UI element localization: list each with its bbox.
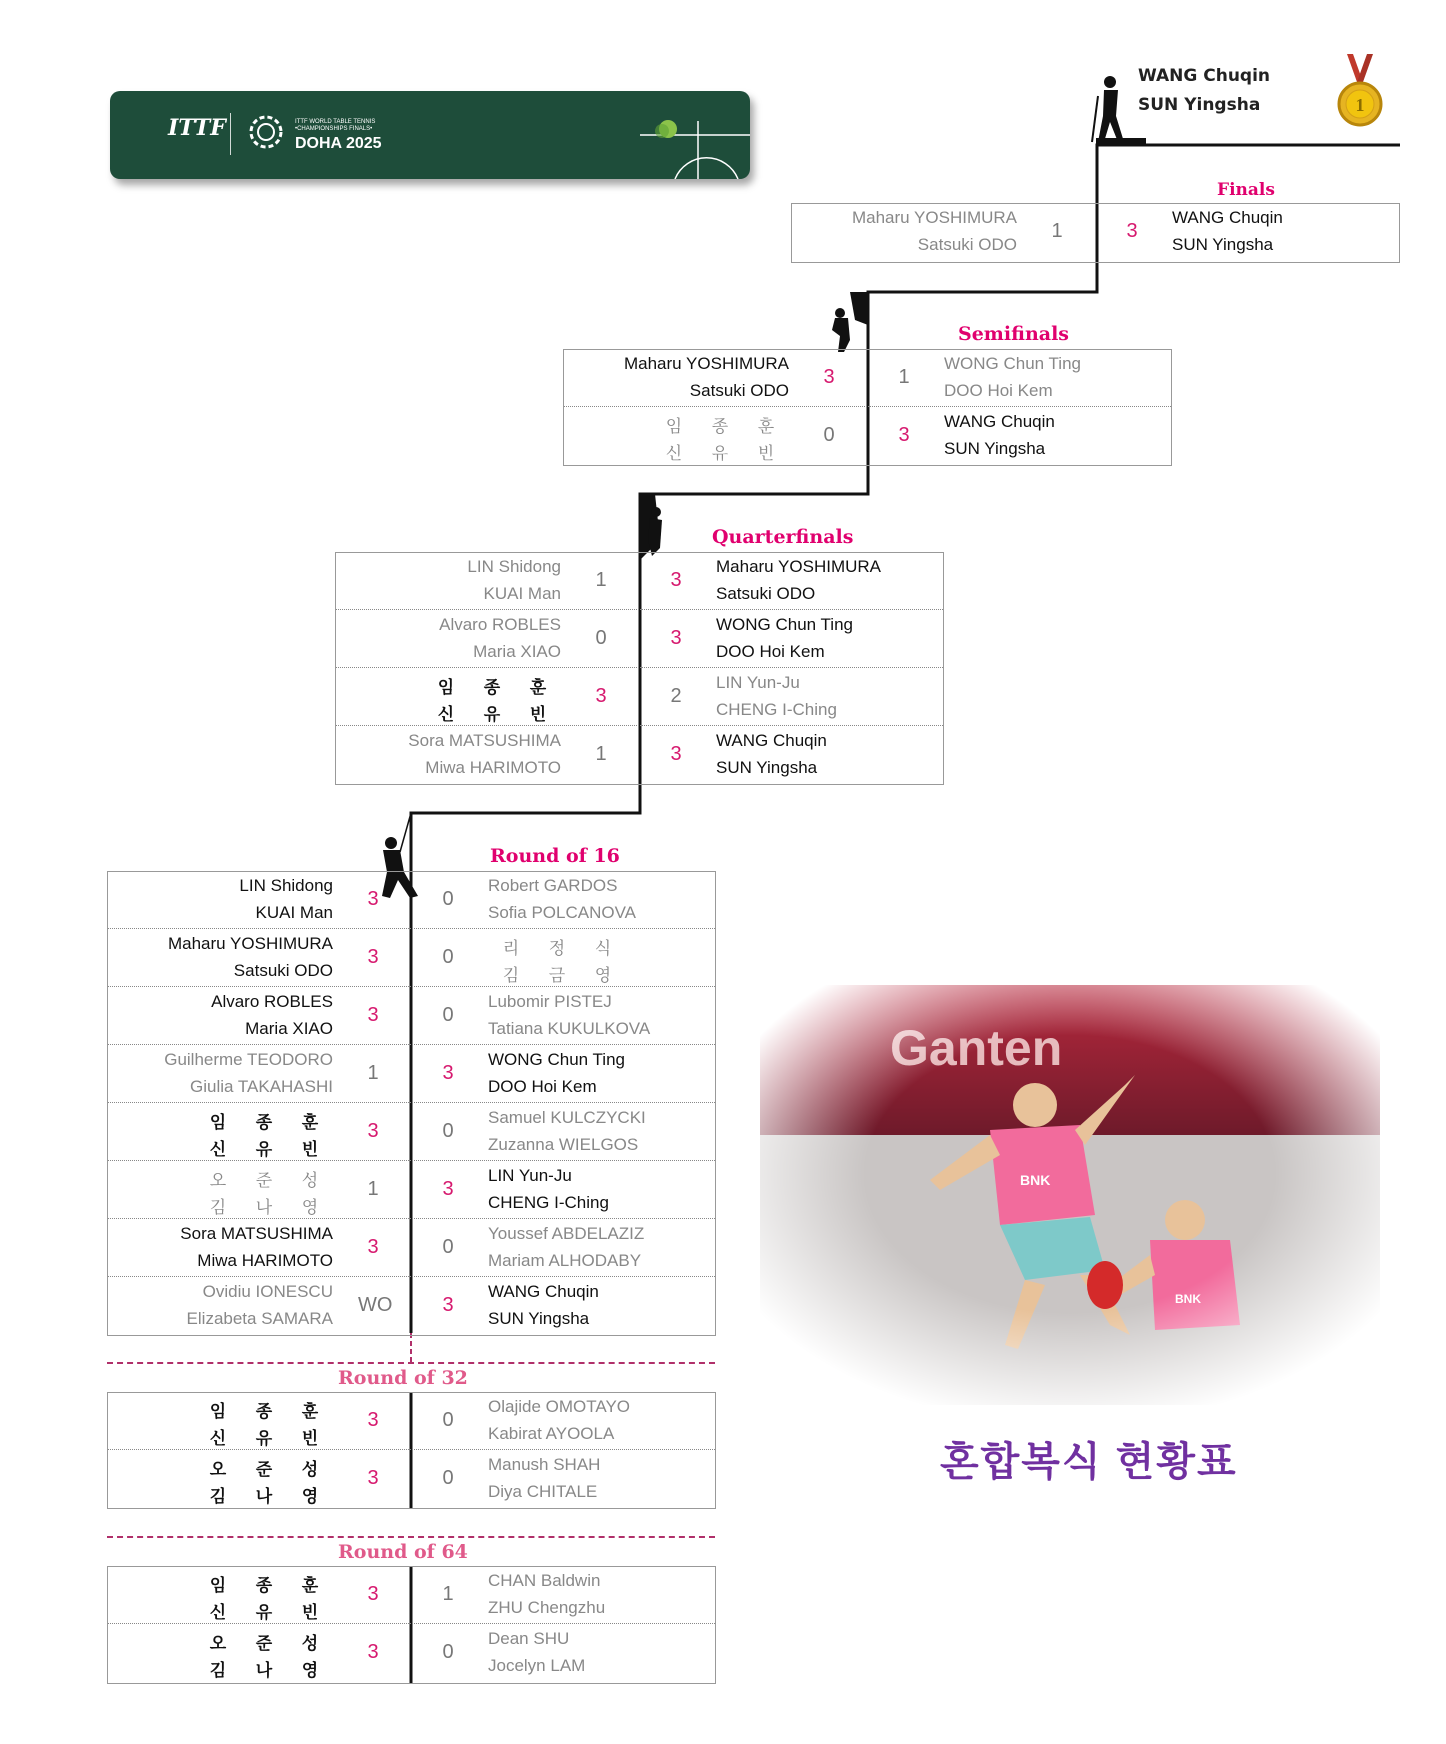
left-player-1: 임 종 훈 (209, 1113, 319, 1132)
match-row (108, 1567, 715, 1624)
right-player-2: Zuzanna WIELGOS (488, 1135, 639, 1154)
right-score: 0 (442, 946, 454, 968)
right-player-2: DOO Hoi Kem (488, 1077, 597, 1096)
right-score: 0 (442, 1120, 454, 1142)
left-player-2: 신 유 빈 (209, 1140, 319, 1159)
left-score: 3 (367, 1467, 379, 1489)
left-player-1: Sora MATSUSHIMA (180, 1224, 333, 1243)
right-player-1: WANG Chuqin (488, 1282, 599, 1301)
left-player-1: Ovidiu IONESCU (202, 1282, 333, 1301)
left-score: 3 (595, 685, 607, 707)
event-city: DOHA 2025 (295, 135, 382, 152)
left-player-1: 임 종 훈 (665, 417, 775, 436)
match-row (108, 1220, 715, 1277)
right-player-1: LIN Yun-Ju (716, 673, 800, 692)
r32-table (107, 1392, 716, 1509)
left-score: 3 (367, 1004, 379, 1026)
left-player-2: Maria XIAO (473, 642, 561, 661)
left-player-1: Alvaro ROBLES (211, 992, 333, 1011)
right-score: 3 (670, 627, 682, 649)
match-row (336, 727, 943, 784)
match-row (108, 988, 715, 1045)
match-row (336, 611, 943, 668)
right-player-2: Mariam ALHODABY (488, 1251, 642, 1270)
left-player-1: 임 종 훈 (209, 1402, 319, 1421)
right-player-1: Olajide OMOTAYO (488, 1397, 631, 1416)
left-score: 1 (595, 569, 607, 591)
semifinals-title: Semifinals (958, 323, 1069, 345)
left-player-2: 김 나 영 (209, 1198, 319, 1217)
ittf-logo: ITTF (168, 115, 226, 141)
left-score: 1 (367, 1178, 379, 1200)
right-score: 0 (442, 1409, 454, 1431)
match-row (108, 1393, 715, 1450)
right-player-2: Diya CHITALE (488, 1482, 598, 1501)
match-row (108, 1104, 715, 1161)
right-score: 1 (442, 1583, 454, 1605)
right-score: 1 (898, 366, 910, 388)
left-score: 3 (367, 1583, 379, 1605)
right-player-1: Manush SHAH (488, 1455, 601, 1474)
left-player-2: Miwa HARIMOTO (425, 758, 561, 777)
left-score: 3 (367, 946, 379, 968)
right-player-1: WANG Chuqin (716, 731, 827, 750)
right-score: 0 (442, 1236, 454, 1258)
right-player-1: WANG Chuqin (944, 412, 1055, 431)
right-player-1: CHAN Baldwin (488, 1571, 601, 1590)
finals-table (791, 203, 1400, 263)
left-player-2: 김 나 영 (209, 1487, 319, 1506)
match-row (336, 553, 943, 610)
left-score: WO (358, 1294, 393, 1316)
left-score: 1 (1051, 220, 1063, 242)
r16-title: Round of 16 (490, 845, 620, 867)
left-player-1: 오 준 성 (209, 1460, 319, 1479)
left-player-2: KUAI Man (255, 903, 333, 922)
right-player-2: SUN Yingsha (944, 439, 1046, 458)
right-player-2: CHENG I-Ching (716, 700, 837, 719)
right-score: 0 (442, 1467, 454, 1489)
left-score: 1 (367, 1062, 379, 1084)
left-player-2: 신 유 빈 (665, 444, 775, 463)
right-score: 3 (442, 1178, 454, 1200)
right-player-2: SUN Yingsha (488, 1309, 590, 1328)
match-row (564, 350, 1171, 407)
match-row (108, 1451, 715, 1508)
left-player-2: Satsuki ODO (233, 961, 333, 980)
left-score: 3 (367, 888, 379, 910)
left-player-2: KUAI Man (483, 584, 561, 603)
match-row (564, 408, 1171, 465)
left-player-2: Satsuki ODO (689, 381, 789, 400)
left-player-2: Elizabeta SAMARA (186, 1309, 333, 1328)
right-player-2: Satsuki ODO (716, 584, 816, 603)
left-player-2: Giulia TAKAHASHI (190, 1077, 333, 1096)
left-score: 0 (823, 424, 835, 446)
left-player-1: Guilherme TEODORO (164, 1050, 333, 1069)
left-player-2: 신 유 빈 (209, 1429, 319, 1448)
right-player-1: Lubomir PISTEJ (488, 992, 612, 1011)
right-player-1: WONG Chun Ting (488, 1050, 625, 1069)
left-player-1: Maharu YOSHIMURA (167, 934, 333, 953)
right-player-1: WONG Chun Ting (944, 354, 1081, 373)
match-row (108, 872, 715, 929)
match-row (792, 204, 1399, 261)
finals-title: Finals (1217, 180, 1275, 200)
left-score: 3 (367, 1409, 379, 1431)
match-row (108, 1162, 715, 1219)
right-player-2: SUN Yingsha (716, 758, 818, 777)
right-player-2: DOO Hoi Kem (944, 381, 1053, 400)
left-player-1: LIN Shidong (467, 557, 561, 576)
left-player-2: 신 유 빈 (209, 1603, 319, 1622)
left-score: 3 (367, 1120, 379, 1142)
right-player-1: WANG Chuqin (1172, 208, 1283, 227)
quarterfinals-title: Quarterfinals (712, 526, 854, 548)
quarterfinals-table (335, 552, 944, 785)
left-player-1: 임 종 훈 (209, 1576, 319, 1595)
r64-table (107, 1566, 716, 1684)
r32-title: Round of 32 (338, 1367, 468, 1389)
right-score: 3 (670, 569, 682, 591)
left-player-2: Maria XIAO (245, 1019, 333, 1038)
left-player-1: 오 준 성 (209, 1171, 319, 1190)
right-player-2: DOO Hoi Kem (716, 642, 825, 661)
left-player-2: Satsuki ODO (917, 235, 1017, 254)
left-score: 3 (367, 1236, 379, 1258)
right-score: 3 (898, 424, 910, 446)
left-player-2: 김 나 영 (209, 1661, 319, 1680)
r32-divider (107, 1362, 715, 1364)
right-player-1: Samuel KULCZYCKI (488, 1108, 646, 1127)
right-player-1: WONG Chun Ting (716, 615, 853, 634)
left-player-2: Miwa HARIMOTO (197, 1251, 333, 1270)
left-player-1: Maharu YOSHIMURA (851, 208, 1017, 227)
left-score: 1 (595, 743, 607, 765)
left-score: 3 (367, 1641, 379, 1663)
right-player-2: SUN Yingsha (1172, 235, 1274, 254)
right-player-1: LIN Yun-Ju (488, 1166, 572, 1185)
left-score: 0 (595, 627, 607, 649)
r64-title: Round of 64 (338, 1541, 468, 1563)
left-player-1: Alvaro ROBLES (439, 615, 561, 634)
match-row (108, 1625, 715, 1682)
left-player-1: Maharu YOSHIMURA (623, 354, 789, 373)
gold-medal-icon (1335, 52, 1385, 132)
left-player-1: 임 종 훈 (437, 678, 547, 697)
korean-title: 혼합복식 현황표 (940, 1440, 1238, 1484)
left-score: 3 (823, 366, 835, 388)
right-score: 3 (1126, 220, 1138, 242)
right-player-1: Maharu YOSHIMURA (716, 557, 882, 576)
right-score: 3 (442, 1062, 454, 1084)
right-player-2: CHENG I-Ching (488, 1193, 609, 1212)
r64-divider (107, 1536, 715, 1538)
right-player-1: 리 정 식 (502, 939, 612, 958)
right-score: 0 (442, 1004, 454, 1026)
r16-table (107, 871, 716, 1336)
left-player-1: 오 준 성 (209, 1634, 319, 1653)
match-row (108, 930, 715, 987)
right-player-1: Robert GARDOS (488, 876, 618, 895)
left-player-1: Sora MATSUSHIMA (408, 731, 561, 750)
right-score: 0 (442, 888, 454, 910)
right-player-2: ZHU Chengzhu (488, 1598, 606, 1617)
players-photo (760, 985, 1380, 1405)
champion-names: WANG Chuqin SUN Yingsha (1138, 66, 1271, 115)
left-player-2: 신 유 빈 (437, 705, 547, 724)
svg-text:1: 1 (1355, 95, 1365, 115)
event-line: ITTF WORLD TABLE TENNIS •CHAMPIONSHIPS FINALS• (295, 119, 376, 132)
right-player-1: Youssef ABDELAZIZ (488, 1224, 645, 1243)
right-player-2: Tatiana KUKULKOVA (488, 1019, 651, 1038)
right-score: 2 (670, 685, 682, 707)
match-row (336, 669, 943, 726)
right-score: 0 (442, 1641, 454, 1663)
right-player-2: 김 금 영 (502, 966, 612, 985)
right-score: 3 (442, 1294, 454, 1316)
right-player-2: Kabirat AYOOLA (488, 1424, 615, 1443)
right-player-1: Dean SHU (488, 1629, 570, 1648)
right-player-2: Sofia POLCANOVA (488, 903, 637, 922)
match-row (108, 1278, 715, 1335)
right-player-2: Jocelyn LAM (488, 1656, 586, 1675)
right-score: 3 (670, 743, 682, 765)
match-row (108, 1046, 715, 1103)
left-player-1: LIN Shidong (239, 876, 333, 895)
semifinals-table (563, 349, 1172, 466)
